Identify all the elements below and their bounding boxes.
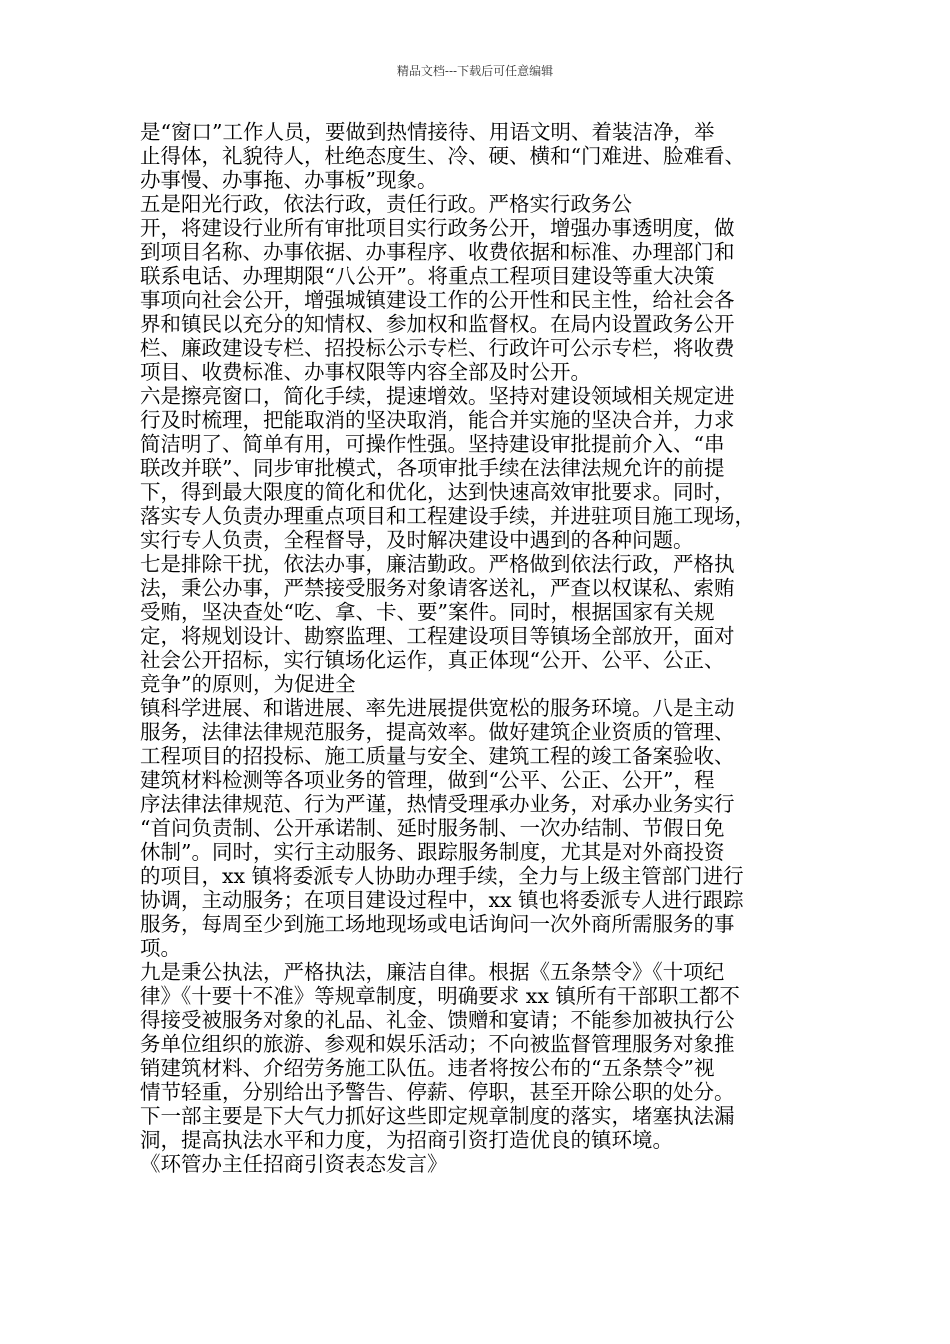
text-line: 栏、廉政建设专栏、招投标公示专栏、行政许可公示专栏，将收费 — [140, 336, 735, 360]
text-line: 六是擦亮窗口，简化手续，提速增效。坚持对建设领域相关规定进 — [140, 384, 735, 408]
text-line: 工程项目的招投标、施工质量与安全、建筑工程的竣工备案验收、 — [140, 744, 735, 768]
text-line: 是“窗口”工作人员，要做到热情接待、用语文明、着装洁净，举 — [140, 120, 715, 144]
text-line: 律》《十要十不准》等规章制度，明确要求 xx 镇所有干部职工都不 — [140, 984, 740, 1008]
text-line: 洞，提高执法水平和力度，为招商引资打造优良的镇环境。 — [140, 1128, 673, 1152]
document-body — [140, 120, 810, 1176]
text-line: 务单位组织的旅游、参观和娱乐活动；不向被监督管理服务对象推 — [140, 1032, 735, 1056]
text-line: 得接受被服务对象的礼品、礼金、馈赠和宴请；不能参加被执行公 — [140, 1008, 735, 1032]
text-line: 下一部主要是下大气力抓好这些即定规章制度的落实，堵塞执法漏 — [140, 1104, 735, 1128]
text-line: 行及时梳理，把能取消的坚决取消，能合并实施的坚决合并，力求 — [140, 408, 735, 432]
text-line: 止得体，礼貌待人，杜绝态度生、冷、硬、横和“门难进、脸难看、 — [140, 144, 745, 168]
text-line: 受贿，坚决查处“吃、拿、卡、要”案件。同时，根据国家有关规 — [140, 600, 715, 624]
text-line: 序法律法律规范、行为严谨，热情受理承办业务，对承办业务实行 — [140, 792, 735, 816]
text-line: 项目、收费标准、办事权限等内容全部及时公开。 — [140, 360, 591, 384]
text-line: 销建筑材料、介绍劳务施工队伍。违者将按公布的“五条禁令”视 — [140, 1056, 715, 1080]
document-closing-title: 《环管办主任招商引资表态发言》 — [140, 1152, 448, 1176]
text-line: “首问负责制、公开承诺制、延时服务制、一次办结制、节假日免 — [140, 816, 725, 840]
text-line: 建筑材料检测等各项业务的管理，做到“公平、公正、公开”，程 — [140, 768, 715, 792]
text-line: 服务，每周至少到施工场地现场或电话询问一次外商所需服务的事 — [140, 912, 735, 936]
text-line: 法，秉公办事，严禁接受服务对象请客送礼，严查以权谋私、索贿 — [140, 576, 735, 600]
text-line: 项。 — [140, 936, 181, 960]
page-header: 精品文档---下载后可任意编辑 — [396, 64, 554, 78]
text-line: 情节轻重，分别给出予警告、停薪、停职，甚至开除公职的处分。 — [140, 1080, 735, 1104]
text-line: 休制”。同时，实行主动服务、跟踪服务制度，尤其是对外商投资 — [140, 840, 725, 864]
text-line: 社会公开招标，实行镇场化运作，真正体现“公开、公平、公正、 — [140, 648, 725, 672]
text-line: 镇科学进展、和谐进展、率先进展提供宽松的服务环境。八是主动 — [140, 696, 735, 720]
text-line: 七是排除干扰，依法办事，廉洁勤政。严格做到依法行政，严格执 — [140, 552, 735, 576]
text-line: 办事慢、办事拖、办事板”现象。 — [140, 168, 438, 192]
text-line: 协调，主动服务；在项目建设过程中，xx 镇也将委派专人进行跟踪 — [140, 888, 744, 912]
text-line: 服务，法律法律规范服务，提高效率。做好建筑企业资质的管理、 — [140, 720, 735, 744]
text-line: 九是秉公执法，严格执法，廉洁自律。根据《五条禁令》《十项纪 — [140, 960, 725, 984]
text-line: 定，将规划设计、勘察监理、工程建设项目等镇场全部放开，面对 — [140, 624, 735, 648]
text-line: 竞争”的原则，为促进全 — [140, 672, 356, 696]
text-line: 事项向社会公开，增强城镇建设工作的公开性和民主性，给社会各 — [140, 288, 735, 312]
text-line: 的项目，xx 镇将委派专人协助办理手续，全力与上级主管部门进行 — [140, 864, 744, 888]
text-line: 五是阳光行政，依法行政，责任行政。严格实行政务公 — [140, 192, 632, 216]
text-line: 落实专人负责办理重点项目和工程建设手续，并进驻项目施工现场， — [140, 504, 755, 528]
text-line: 简洁明了、简单有用，可操作性强。坚持建设审批提前介入、“串 — [140, 432, 725, 456]
text-line: 到项目名称、办事依据、办事程序、收费依据和标准、办理部门和 — [140, 240, 735, 264]
text-line: 下，得到最大限度的简化和优化，达到快速高效审批要求。同时， — [140, 480, 735, 504]
text-line: 联系电话、办理期限“八公开”。将重点工程项目建设等重大决策 — [140, 264, 715, 288]
text-line: 联改并联”、同步审批模式，各项审批手续在法律法规允许的前提 — [140, 456, 725, 480]
text-line: 界和镇民以充分的知情权、参加权和监督权。在局内设置政务公开 — [140, 312, 735, 336]
text-line: 实行专人负责，全程督导，及时解决建设中遇到的各种问题。 — [140, 528, 694, 552]
text-line: 开，将建设行业所有审批项目实行政务公开，增强办事透明度，做 — [140, 216, 735, 240]
